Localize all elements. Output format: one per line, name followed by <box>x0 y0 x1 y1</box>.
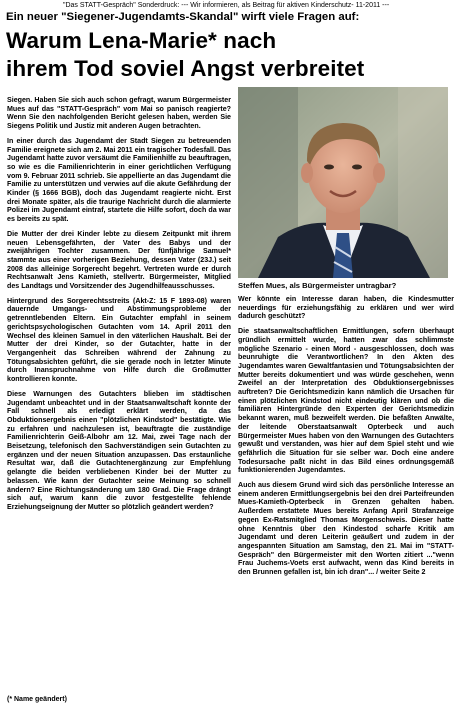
kicker-line: Ein neuer "Siegener-Jugendamts-Skandal" wirft viele Fragen auf: <box>6 11 360 23</box>
paragraph: Hintergrund des Sorgerechtsstreits (Akt-Z: 15 F 1893-08) waren dauernde Umgangs- und Abstimmungsprobleme der getrenntlebenden Eltern. Ein Gutachter empfahl in seinem gerichtspsychologischen Gutachten vom 14. April 2011 den Wechsel des kleinen Samuel in den väterlichen Haushalt. Bei der Mutter der drei Kinder, so der Gutachter, hatte in der Vergangenheit das Schreiben während der Zahnung zu Tötungsabsichten geführt, die sie gerade noch in letzter Minute durch Inanspruchnahme von Hilfe durch die Großmutter kontrollieren konnte. <box>7 296 231 384</box>
left-column <box>7 96 231 518</box>
paragraph: Die staatsanwaltschaftlichen Ermittlungen, sofern überhaupt gründlich ermittelt wurde, hatten zwar das schlimmste mögliche Szenario - einen Mord - ausgeschlossen, doch was beunruhigte die Verantwortlichen? In den Akten des Jugendamtes waren Gewaltfantasien und Tötungsabsichten der Mutter bereits dokumentiert und was würde geschehen, wenn Zweifel an der Interpretation des Obduktionsergebnisses auftreten? Die Gerichtsmedizin kann nämlich die Ursachen für einen plötzlichen Kindstod nicht eindeutig klären und ob die familiären Hintergründe den Experten der Gerichtsmedizin bekannt waren, muß bezweifelt werden. Die befaßten Anwälte, der leitende Oberstaatsanwalt Opterbeck und auch Bürgermeister Mues haben von den Warnungen des Gutachters gewußt und verstanden, was hier auf dem Spiel steht und wie gefährlich die Situation für sie selber war. Doch eine andere Todesursache paßt nicht in das Bild eines ordnungsgemäß funktionierenden Jugendamtes. <box>238 327 454 475</box>
headline-line-2: ihrem Tod soviel Angst verbreitet <box>6 56 365 81</box>
portrait-photo <box>238 87 448 278</box>
footnote: (* Name geändert) <box>7 696 67 703</box>
paragraph: Siegen. Haben Sie sich auch schon gefragt, warum Bürgermeister Mues auf das "STATT-Gespräch" vom Mai so panisch reagierte? Wenn Sie den nachfolgenden Bericht gelesen haben, werden Sie Siegens Politik und Justiz mit anderen Augen betrachten. <box>7 96 231 131</box>
paragraph: Auch aus diesem Grund wird sich das persönliche Interesse an einem anderen Ermittlungsergebnis bei den drei Parteifreunden Mues-Kamieth-Opterbeck in Grenzen gehalten haben. Außerdem erstattete Mues bereits Anfang April Strafanzeige gegen Ex-Ratsmitglied Thomas Morgenschweis. Dieser hatte ohne Kenntnis über den Kindestod scharfe Kritik am Jugendamt und deren Leiterin geäußert und zudem in der angespannten Situation am Samstag, den 21. Mai im "STATT-Gespräch" den Bürgermeister mit den Worten zitiert ..."wenn Frau Juchems-Voets erst aufwacht, wenn das Kind bereits in den Brunnen gefallen ist, bin ich dran"... / weiter Seite 2 <box>238 481 454 577</box>
top-note: "Das STATT-Gespräch" Sonderdruck: --- Wir informieren, als Beitrag für aktiven Kinderschutz- 11-2011 --- <box>63 2 390 9</box>
paragraph: Die Mutter der drei Kinder lebte zu diesem Zeitpunkt mit ihrem neuen Lebensgefährten, der Vater des Babys und der zweijährigen Tochter zusammen. Der fünfjährige Samuel* stammte aus einer vorherigen Beziehung, dessen Vater (23J.) seit 2008 das alleinige Sorgerecht begehrt. Vertreten wurde er durch Rechtsanwalt Jens Kamieth, stellvertr. Bürgermeister, Mitglied des Landtags und Vorsitzender des Jugendhilfeausschusses. <box>7 229 231 291</box>
headline <box>6 27 458 83</box>
paragraph: Wer könnte ein Interesse daran haben, die Kindesmutter neuerdings für erziehungsfähig zu erklären und wer wird dadurch geschützt? <box>238 295 454 321</box>
paragraph: In einer durch das Jugendamt der Stadt Siegen zu betreuenden Familie ereignete sich am 2. Mai 2011 ein tragischer Todesfall. Das Jugendamt hatte zuvor versäumt die Familienhilfe zu beauftragen, so wie es die Familienrichterin in einer gerichtlichen Verfügung vom 9. Februar 2011 schrieb. Sie appellierte an das Jugendamt die Familie zu unterstützen und verwies auf die akute Gefährdung der Kinder (§ 1666 BGB), doch das Jugendamt reagierte nicht. Erst drei Monate später, als die traurige Nachricht durch die alarmierte Polizei im Jugendamt eintraf, startete die Hilfe sofort, doch da war es bereits zu spät. <box>7 136 231 224</box>
headline-line-1: Warum Lena-Marie* nach <box>6 28 277 53</box>
photo-caption: Steffen Mues, als Bürgermeister untragbar? <box>238 281 397 290</box>
paragraph: Diese Warnungen des Gutachters blieben im städtischen Jugendamt unbeachtet und in der Staatsanwaltschaft konnte der Fall schnell als erledigt erklärt werden, da das Obduktionsergebnis einen "plötzlichen Kindstod" bestätigte. Wie zu erfahren und nachzulesen ist, beauftragte die zuständige Familienrichterin Geiß-Albohr am 12. Mai, zwei Tage nach der Beisetzung, telefonisch den Sachverständigen sein Gutachten zu ergänzen und der neuen Situation anzupassen. Das erstaunliche Resultat war, daß die Gutachtenergänzung zur Empfehlung gelangte die beiden verbliebenen Kinder bei der Mutter zu belassen. Wie kann der Gutachter seine Meinung so schnell ändern? Eine Richtungsänderung um 180 Grad. Die Frage drängt sich auf, warum kann die zuvor festgestellte fehlende Erziehungseignung der Mutter so plötzlich geändert werden? <box>7 389 231 511</box>
right-column <box>238 295 454 583</box>
portrait-illustration <box>238 87 448 278</box>
